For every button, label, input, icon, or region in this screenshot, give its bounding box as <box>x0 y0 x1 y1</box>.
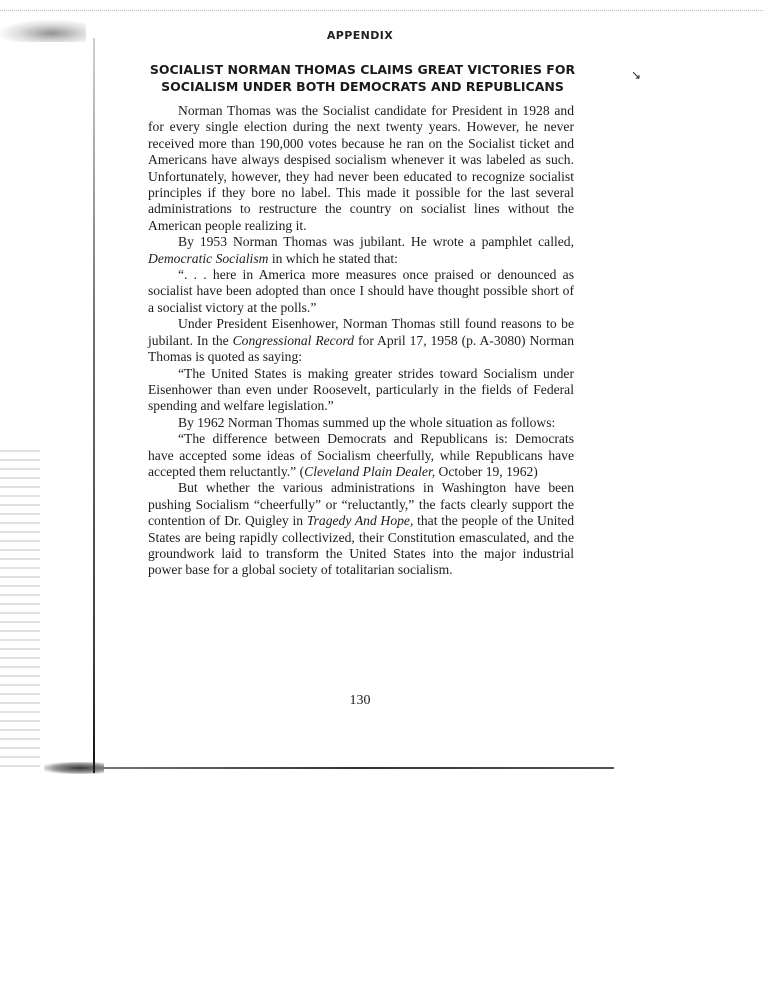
quote-paragraph: “The difference between Democrats and Republicans is: Democrats have accepted some ideas of Socialism cheerfully, while Republicans have accepted them reluctantly.” (Cleveland Plain Dealer, October 19, 1962) <box>148 431 574 479</box>
scan-edge-top <box>0 0 763 11</box>
scan-noise <box>0 450 40 770</box>
paragraph: By 1962 Norman Thomas summed up the whole situation as follows: <box>178 414 556 430</box>
stray-mark-icon: ↘ <box>631 68 642 82</box>
page-bottom-edge <box>96 767 614 769</box>
paragraph: Under President Eisenhower, Norman Thomas still found reasons to be jubilant. In the Congressional Record for April 17, 1958 (p. A-3080) Norman Thomas is quoted as saying: <box>148 316 575 365</box>
binding-smudge <box>44 762 104 774</box>
binding-edge <box>93 38 95 773</box>
pamphlet-title: Democratic Socialism <box>148 250 269 266</box>
paragraph: But whether the various administrations in Washington have been pushing Socialism “cheerfully” or “reluctantly,” the facts clearly support the contention of Dr. Quigley in Tragedy And Hope, that the people of the United States are being rapidly collectivized, their Constitution emasculated, and the groundwork laid to transform the United States into the major industrial power base for a global society of totalitarian socialism. <box>148 480 574 578</box>
paragraph: Norman Thomas was the Socialist candidate for President in 1928 and for every single election during the next twenty years. However, he never received more than 190,000 votes because he ran on the Socialist ticket and Americans have always despised socialism whenever it was labeled as such. Unfortunately, however, they had never been educated to recognize socialist principles if they bore no label. This made it possible for the last several administrations to restructure the country on socialist lines without the American people realizing it. <box>148 103 574 233</box>
book-title: Tragedy And Hope, <box>306 513 414 529</box>
newspaper-title: Cleveland Plain Dealer, <box>304 463 436 479</box>
publication-title: Congressional Record <box>232 332 355 348</box>
section-header: APPENDIX <box>326 29 394 42</box>
quote-paragraph: “The United States is making greater strides toward Socialism under Eisenhower than even under Roosevelt, particularly in the fields of Federal spending and welfare legislation.” <box>148 365 574 414</box>
body-text <box>148 103 574 579</box>
paragraph: By 1953 Norman Thomas was jubilant. He wrote a pamphlet called, Democratic Socialism in which he stated that: <box>148 234 574 266</box>
quote-paragraph: “. . . here in America more measures once praised or denounced as socialist have been adopted than once I should have thought possible short of a socialist victory at the polls.” <box>148 267 574 315</box>
page-number: 130 <box>349 693 371 708</box>
page-title: SOCIALIST NORMAN THOMAS CLAIMS GREAT VICTORIES FOR SOCIALISM UNDER BOTH DEMOCRATS AND REPUBLICANS <box>149 62 576 94</box>
